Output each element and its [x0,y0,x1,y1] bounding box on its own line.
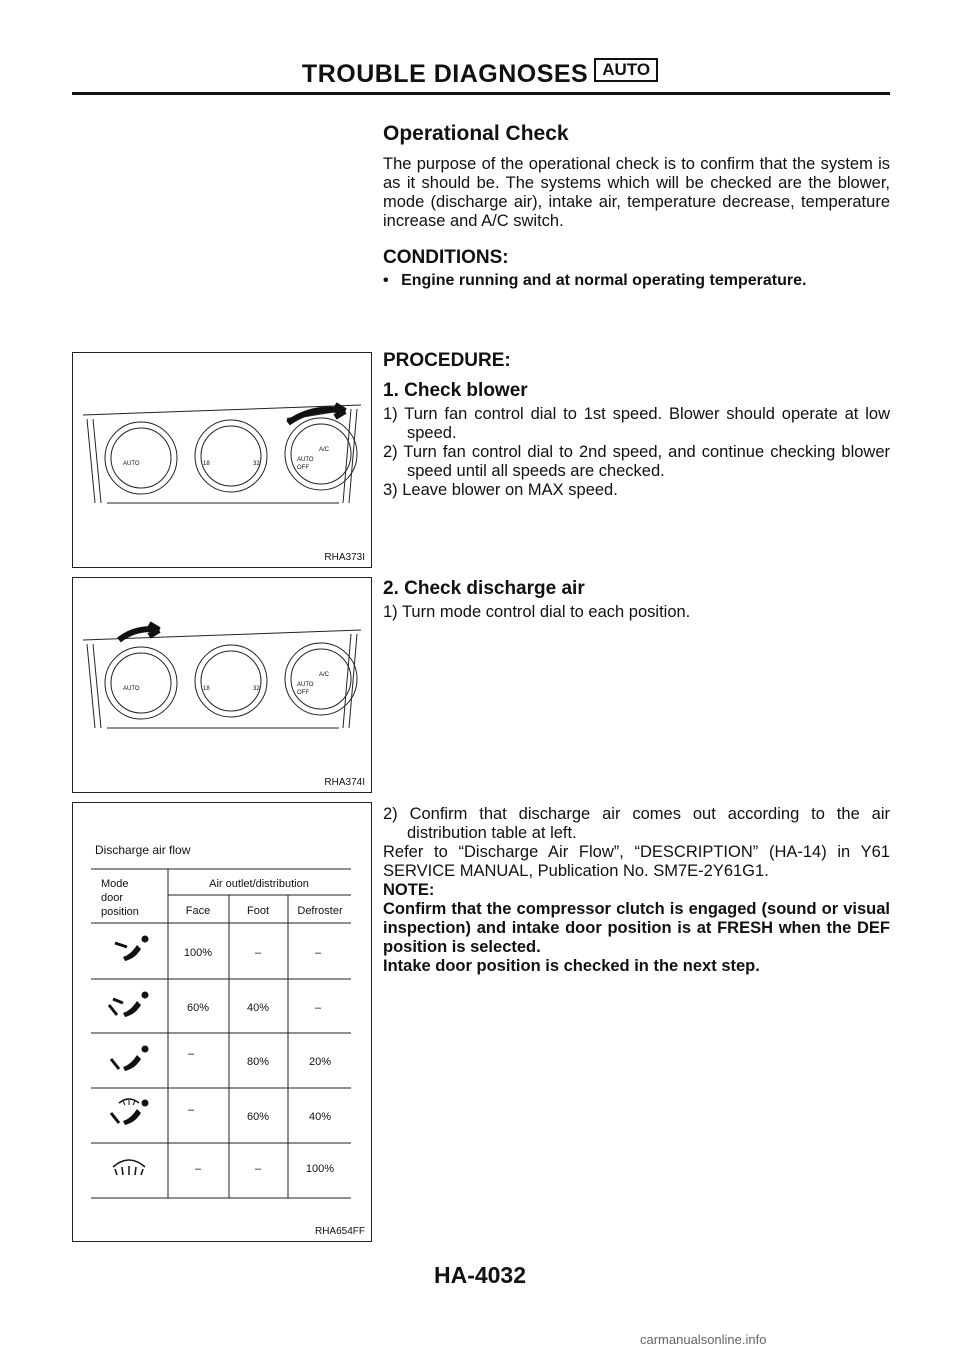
dial-label-lo: 18 [203,461,210,467]
step1-item: 1) Turn fan control dial to 1st speed. Blower should operate at low speed. [383,405,890,442]
control-panel-illustration [73,353,371,567]
table-cell: – [314,1002,322,1014]
header-title: TROUBLE DIAGNOSES [301,60,589,88]
dial-label-ac: A/C [319,447,330,453]
table-cell: 60% [246,1111,270,1123]
dial-label-hi: 32 [253,686,260,692]
bi-level-mode-icon [109,992,149,1018]
conditions-heading: CONDITIONS: [383,247,509,268]
refer-text: Refer to “Discharge Air Flow”, “DESCRIPTION” (HA-14) in Y61 SERVICE MANUAL, Publication No. SM7E-2Y61G1. [383,843,890,880]
condition-item [383,272,890,290]
dial-label-off: OFF [297,465,309,471]
dial-label-lo: 18 [203,686,210,692]
dial-label-off: OFF [297,690,309,696]
step2-heading: 2. Check discharge air [383,578,585,599]
table-cell: – [254,947,262,959]
header-group: Air outlet/distribution [209,878,309,890]
header-mode: Mode [101,878,129,890]
note-text-2: Intake door position is checked in the next step. [383,957,760,975]
dial-label-auto: AUTO [123,686,140,692]
table-cell: – [187,1104,195,1116]
table-cell: 100% [183,947,213,959]
table-cell: 100% [305,1163,335,1175]
column-header: Defroster [297,905,343,917]
table-cell: 20% [308,1056,332,1068]
dial-label-ac: A/C [319,672,330,678]
dial-label-auto: AUTO [297,682,314,688]
bullet-mark: • [383,272,389,289]
note-label: NOTE: [383,881,435,899]
header-rule [72,92,890,95]
control-panel-illustration [73,578,371,792]
table-cell: 40% [246,1002,270,1014]
table-cell: 80% [246,1056,270,1068]
header-badge: AUTO [594,58,658,82]
figure-blower-dial [72,352,372,568]
intro-paragraph: The purpose of the operational check is to confirm that the system is as it should be. The systems which will be checked are the blower, mode (discharge air), intake air, temperature decrease, temperature increase and A/C switch. [383,155,890,230]
step1-item: 3) Leave blower on MAX speed. [383,481,618,499]
table-cell: – [194,1163,202,1175]
airflow-table [73,803,371,1241]
dial-label-hi: 32 [253,461,260,467]
header-mode: position [101,906,139,918]
figure-label: RHA373I [324,552,365,563]
figure-airflow-table [72,802,372,1242]
watermark: carmanualsonline.info [640,1332,767,1347]
page-header [0,60,960,89]
step1-item: 2) Turn fan control dial to 2nd speed, and continue checking blower speed until all speeds are checked. [383,443,890,480]
foot-defrost-mode-icon [111,1099,149,1125]
figure-label: RHA654FF [314,1226,365,1237]
figure-label: RHA374I [324,777,365,788]
procedure-heading: PROCEDURE: [383,350,511,371]
table-cell: – [314,947,322,959]
foot-mode-icon [111,1046,149,1072]
note-text: Confirm that the compressor clutch is engaged (sound or visual inspection) and intake door position is at FRESH when the DEF position is selected. [383,900,890,956]
column-header: Foot [246,905,270,917]
table-caption: Discharge air flow [95,843,191,857]
condition-text: Engine running and at normal operating temperature. [401,272,807,289]
table-cell: 40% [308,1111,332,1123]
vent-mode-icon [115,936,149,962]
column-header: Face [185,905,211,917]
table-cell: 60% [186,1002,210,1014]
step2-block [383,805,890,976]
section-title: Operational Check [383,122,569,145]
step1-heading: 1. Check blower [383,380,528,401]
step1-list [383,405,890,500]
table-cell: – [187,1048,195,1060]
defrost-mode-icon [113,1160,145,1175]
step2-item1: 1) Turn mode control dial to each position. [383,603,691,621]
figure-mode-dial [72,577,372,793]
dial-label-auto: AUTO [123,461,140,467]
header-mode: door [101,892,124,904]
page-number: HA-4032 [433,1262,527,1288]
dial-label-auto: AUTO [297,457,314,463]
step2-item2: 2) Confirm that discharge air comes out according to the air distribution table at left. [383,805,890,842]
table-cell: – [254,1163,262,1175]
